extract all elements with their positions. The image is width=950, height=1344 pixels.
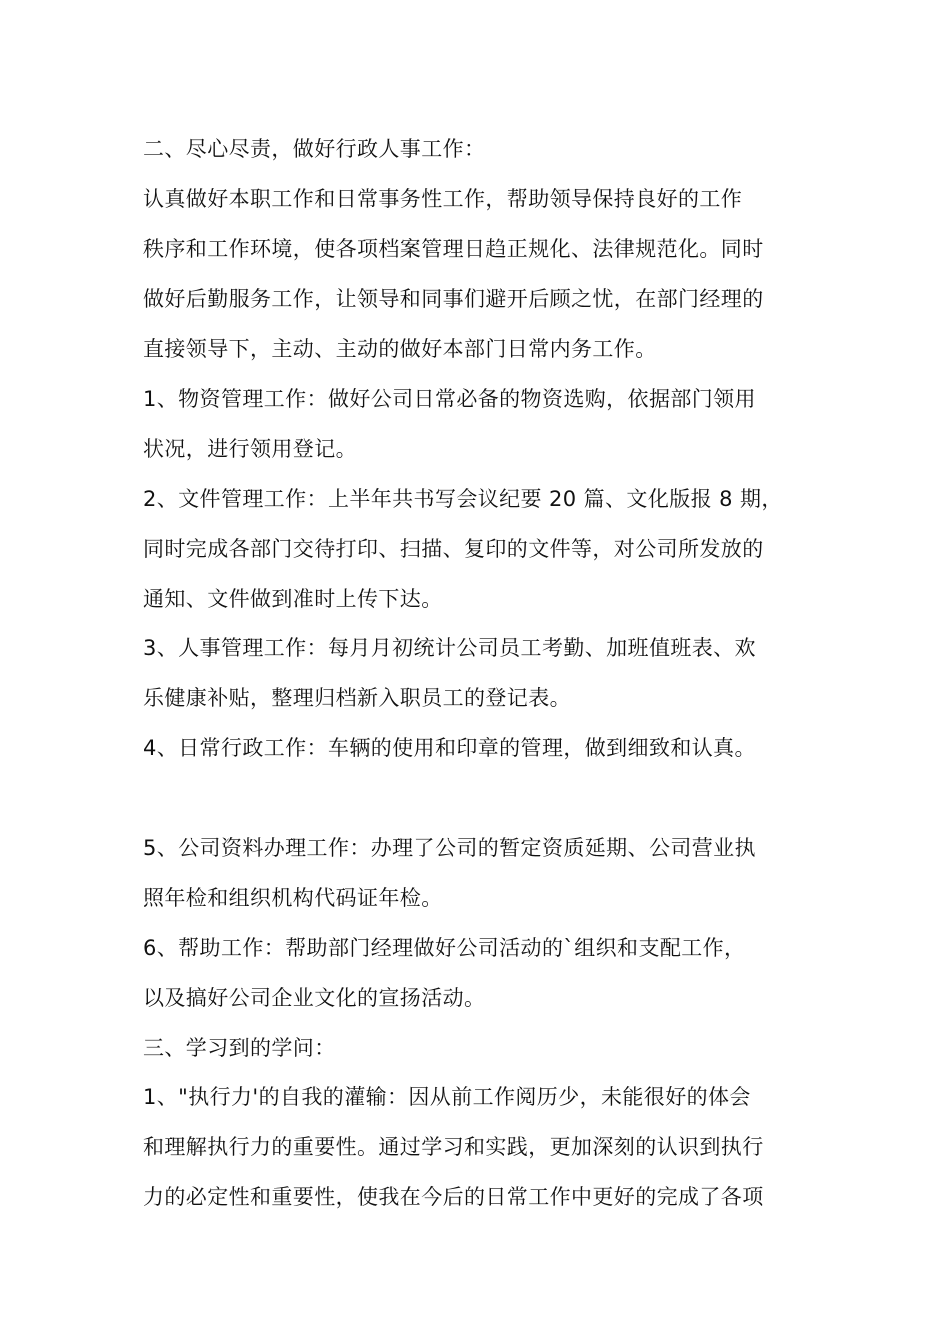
paragraph-line: 直接领导下，主动、主动的做好本部门日常内务工作。 — [143, 337, 657, 361]
list-item-assist: 6、帮助工作：帮助部门经理做好公司活动的`组织和支配工作， — [143, 936, 746, 960]
list-item-materials: 1、物资管理工作：做好公司日常必备的物资选购，依据部门领用 — [143, 387, 756, 411]
list-item-admin: 4、日常行政工作：车辆的使用和印章的管理，做到细致和认真。 — [143, 736, 756, 760]
paragraph-line: 乐健康补贴，整理归档新入职员工的登记表。 — [143, 686, 571, 710]
paragraph-line: 做好后勤服务工作，让领导和同事们避开后顾之忧，在部门经理的 — [143, 287, 764, 311]
list-item-documents: 2、文件管理工作：上半年共书写会议纪要 20 篇、文化版报 8 期， — [143, 487, 783, 511]
list-item-execution: 1、"执行力'的自我的灌输：因从前工作阅历少，未能很好的体会 — [143, 1085, 751, 1109]
list-item-company-data: 5、公司资料办理工作：办理了公司的暂定资质延期、公司营业执 — [143, 836, 756, 860]
paragraph-line: 和理解执行力的重要性。通过学习和实践，更加深刻的认识到执行 — [143, 1135, 764, 1159]
paragraph-line: 照年检和组织机构代码证年检。 — [143, 886, 443, 910]
paragraph-line: 力的必定性和重要性，使我在今后的日常工作中更好的完成了各项 — [143, 1185, 764, 1209]
list-item-hr: 3、人事管理工作：每月月初统计公司员工考勤、加班值班表、欢 — [143, 636, 756, 660]
section-heading-learning: 三、学习到的学问： — [143, 1036, 336, 1060]
paragraph-line: 秩序和工作环境，使各项档案管理日趋正规化、法律规范化。同时 — [143, 237, 764, 261]
section-heading-admin-hr: 二、尽心尽责，做好行政人事工作： — [143, 137, 486, 161]
paragraph-line: 同时完成各部门交待打印、扫描、复印的文件等，对公司所发放的 — [143, 537, 764, 561]
paragraph-line: 状况，进行领用登记。 — [143, 437, 357, 461]
paragraph-line: 以及搞好公司企业文化的宣扬活动。 — [143, 986, 486, 1010]
paragraph-line: 认真做好本职工作和日常事务性工作，帮助领导保持良好的工作 — [143, 187, 743, 211]
paragraph-line: 通知、文件做到准时上传下达。 — [143, 587, 443, 611]
